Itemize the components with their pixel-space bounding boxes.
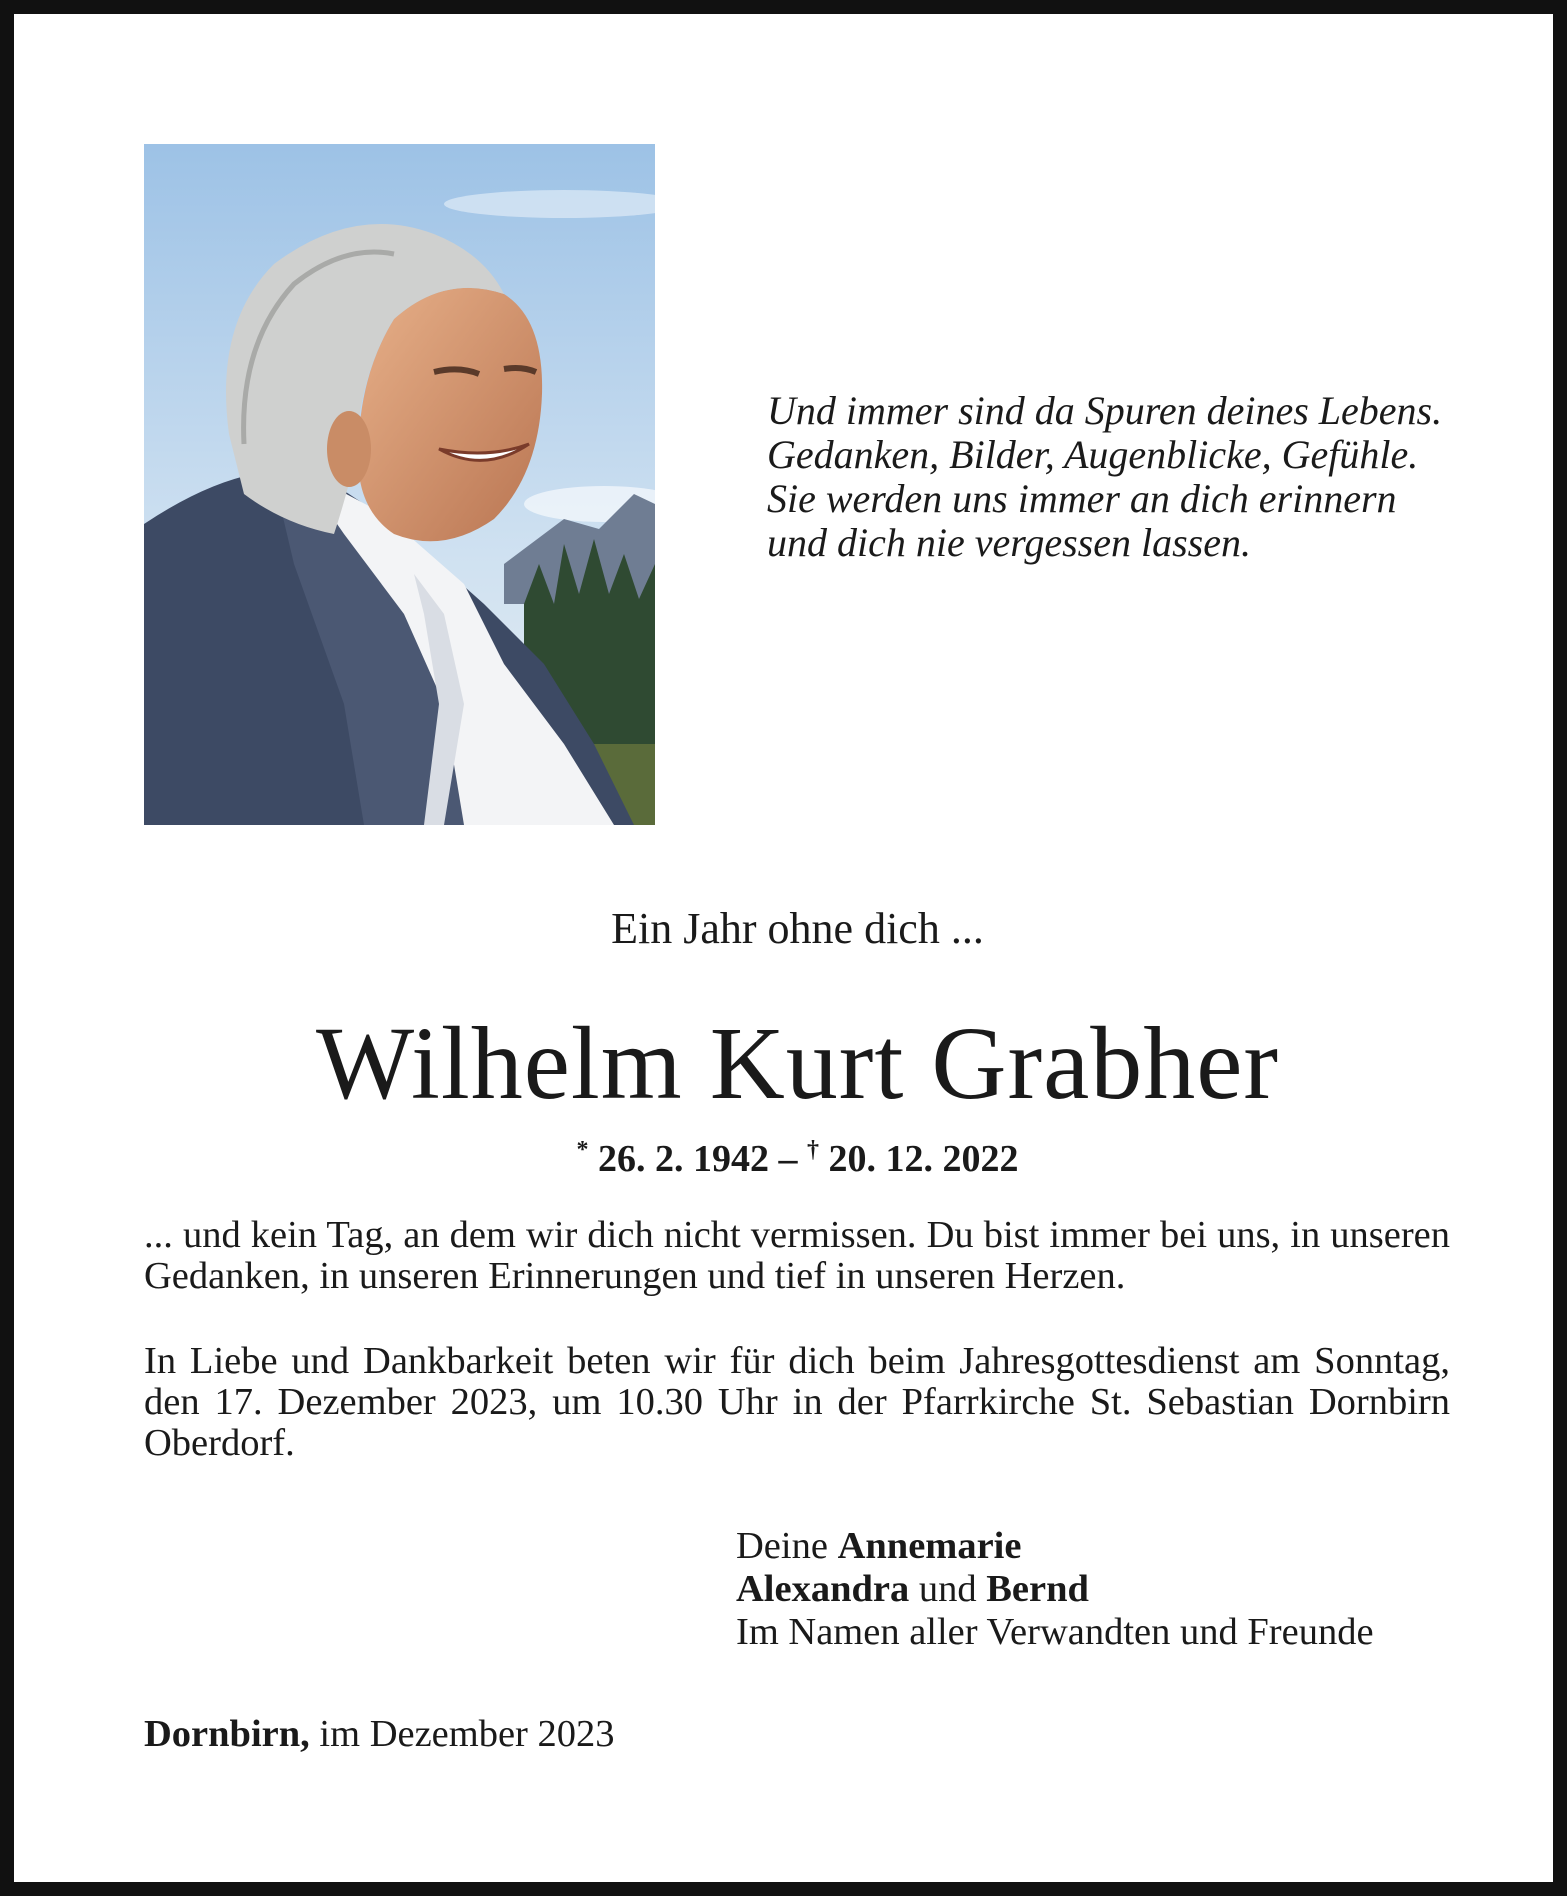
poem-line: Gedanken, Bilder, Augenblicke, Gefühle. (767, 432, 1419, 477)
birth-date: 26. 2. 1942 (598, 1138, 769, 1180)
poem-line: und dich nie vergessen lassen. (767, 520, 1251, 565)
signature-name-annemarie: Annemarie (837, 1525, 1022, 1567)
signature-prefix: Deine (736, 1525, 838, 1567)
place-city: Dornbirn, (144, 1713, 310, 1755)
place-date (144, 1712, 615, 1756)
portrait-illustration (144, 144, 655, 825)
remembrance-paragraph: ... und kein Tag, an dem wir dich nicht vermissen. Du bist immer bei uns, in unseren Gedanken, in unseren Erinnerungen und tief in unseren Herzen. (144, 1214, 1450, 1297)
place-date-text: im Dezember 2023 (309, 1713, 615, 1755)
signature-line-3: Im Namen aller Verwandten und Freunde (736, 1611, 1374, 1653)
death-symbol: † (807, 1137, 819, 1163)
service-paragraph: In Liebe und Dankbarkeit beten wir für dich beim Jahresgottesdienst am Sonntag, den 17. Dezember 2023, um 10.30 Uhr in der Pfarrkirche St. Sebastian Dornbirn Oberdorf. (144, 1340, 1450, 1464)
poem-line: Und immer sind da Spuren deines Lebens. (767, 388, 1443, 433)
birth-symbol: * (576, 1137, 589, 1163)
portrait-photo (144, 144, 655, 825)
life-dates (14, 1125, 1567, 1184)
signature-block (736, 1525, 1374, 1654)
memorial-poem (767, 389, 1442, 565)
poem-line: Sie werden uns immer an dich erinnern (767, 476, 1397, 521)
signature-name-bernd: Bernd (986, 1568, 1089, 1610)
signature-line-1 (736, 1525, 1374, 1568)
signature-name-alexandra: Alexandra (736, 1568, 910, 1610)
date-separator: – (778, 1138, 807, 1180)
intro-line: Ein Jahr ohne dich ... (611, 904, 984, 953)
death-date: 20. 12. 2022 (828, 1138, 1019, 1180)
deceased-name: Wilhelm Kurt Grabher (315, 1006, 1280, 1121)
signature-joiner: und (909, 1568, 987, 1610)
signature-line-2 (736, 1568, 1374, 1611)
